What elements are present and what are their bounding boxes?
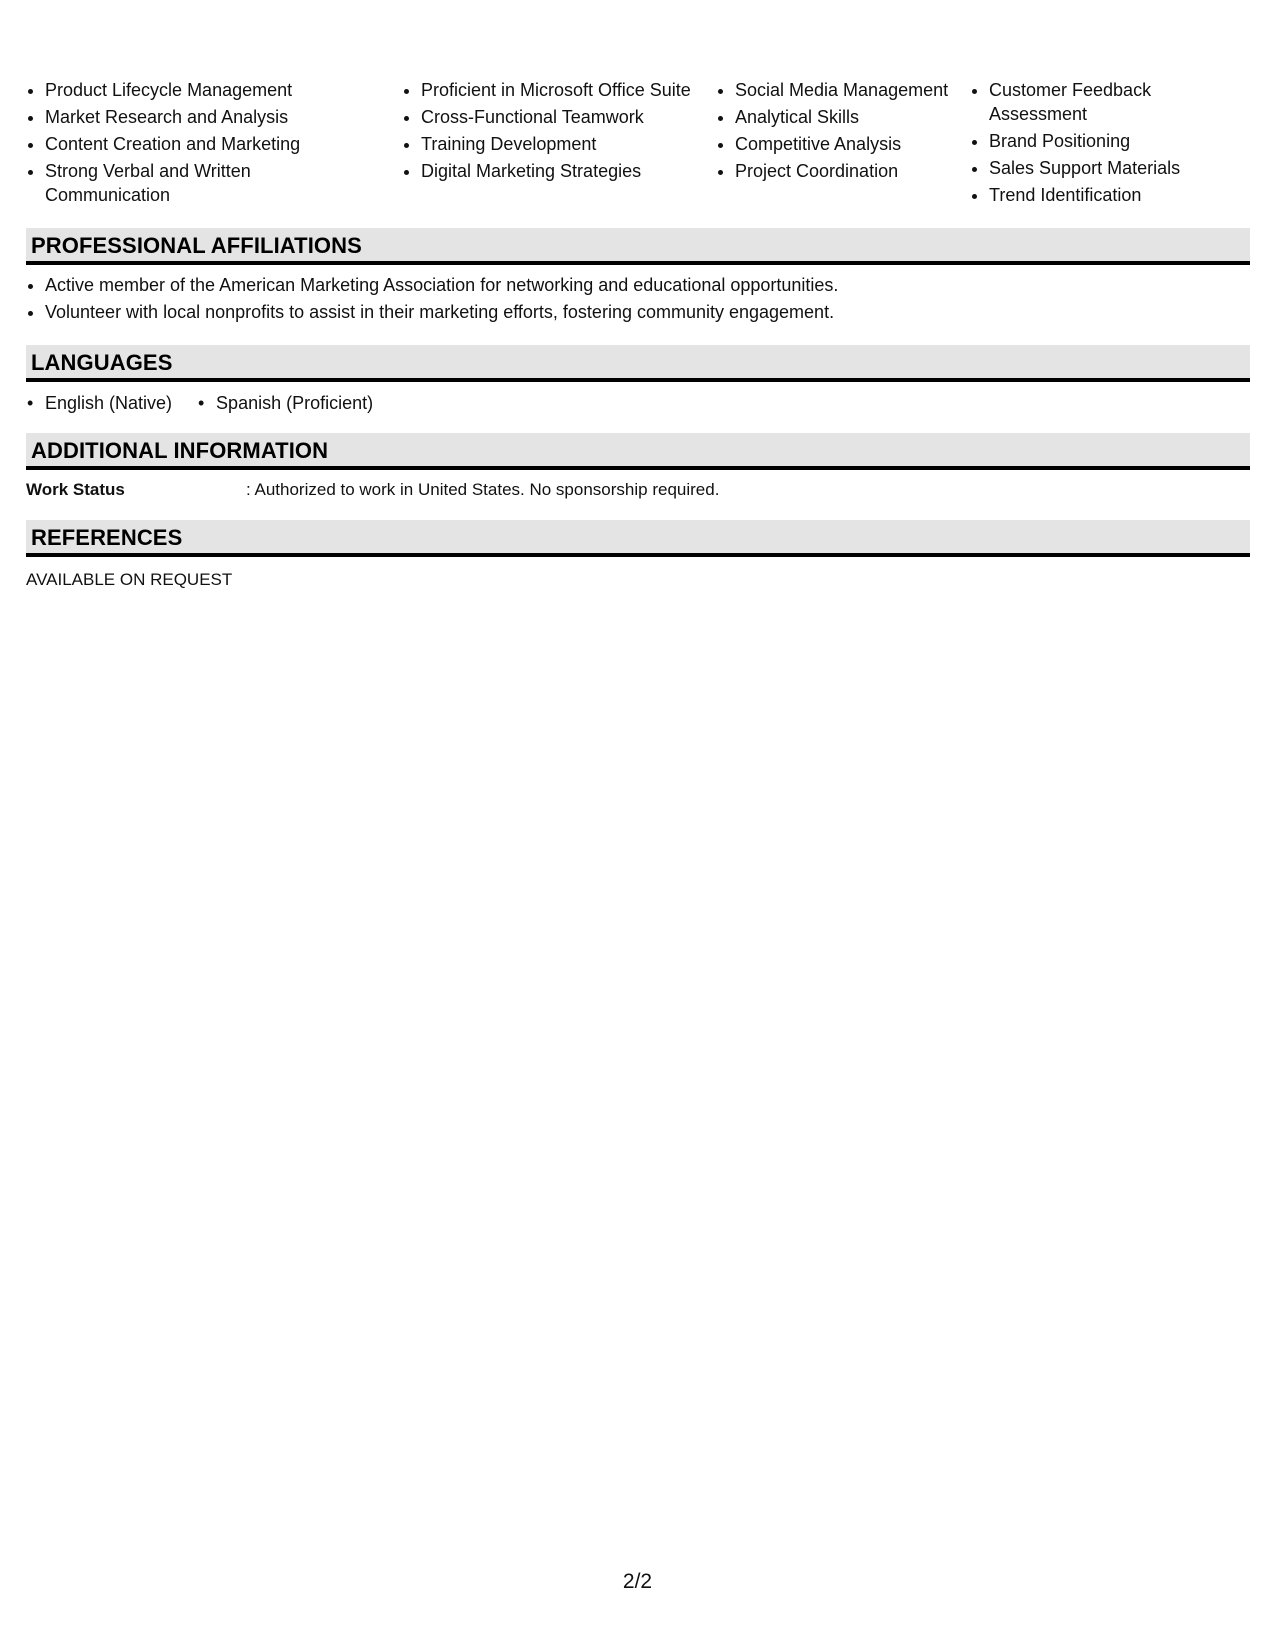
skills-grid: [26, 78, 1250, 218]
page-number: 2/2: [622, 1570, 653, 1593]
language-item: • Spanish (Proficient): [216, 390, 373, 417]
affiliations-section: [26, 228, 1250, 326]
references-text: AVAILABLE ON REQUEST: [26, 570, 233, 589]
skill-item: • Digital Marketing Strategies: [421, 159, 691, 183]
languages-heading: LANGUAGES: [26, 345, 1250, 382]
references-heading: REFERENCES: [26, 520, 1250, 557]
skills-column-2: [402, 78, 691, 186]
skill-item: • Sales Support Materials: [989, 156, 1229, 180]
skill-item: • Market Research and Analysis: [45, 105, 345, 129]
skills-column-3: [716, 78, 955, 186]
skill-item: • Analytical Skills: [735, 105, 955, 129]
references-section: [26, 520, 1250, 592]
skills-column-4: [970, 78, 1229, 210]
languages-list: [26, 390, 1250, 417]
additional-info-heading: ADDITIONAL INFORMATION: [26, 433, 1250, 470]
affiliations-heading: PROFESSIONAL AFFILIATIONS: [26, 228, 1250, 265]
skills-column-1: [26, 78, 345, 210]
additional-info-section: [26, 433, 1250, 502]
language-item: • English (Native): [45, 390, 172, 417]
affiliation-item: • Volunteer with local nonprofits to assist in their marketing efforts, fostering community engagement.: [45, 299, 1250, 326]
affiliation-item: • Active member of the American Marketing Association for networking and educational opportunities.: [45, 272, 1250, 299]
skill-item: • Training Development: [421, 132, 691, 156]
skill-item: • Social Media Management: [735, 78, 955, 102]
skill-item: • Product Lifecycle Management: [45, 78, 345, 102]
work-status-value: : Authorized to work in United States. No sponsorship required.: [246, 480, 720, 499]
work-status-label: Work Status: [26, 480, 125, 499]
skill-item: • Competitive Analysis: [735, 132, 955, 156]
work-status-row: [26, 478, 1250, 502]
skill-item: • Proficient in Microsoft Office Suite: [421, 78, 691, 102]
skill-item: • Brand Positioning: [989, 129, 1229, 153]
skill-item: • Customer Feedback Assessment: [989, 78, 1229, 126]
languages-section: [26, 345, 1250, 417]
skill-item: • Project Coordination: [735, 159, 955, 183]
affiliations-list: [26, 272, 1250, 326]
skill-item: • Strong Verbal and Written Communication: [45, 159, 345, 207]
skill-item: • Cross-Functional Teamwork: [421, 105, 691, 129]
skill-item: • Trend Identification: [989, 183, 1229, 207]
skill-item: • Content Creation and Marketing: [45, 132, 345, 156]
